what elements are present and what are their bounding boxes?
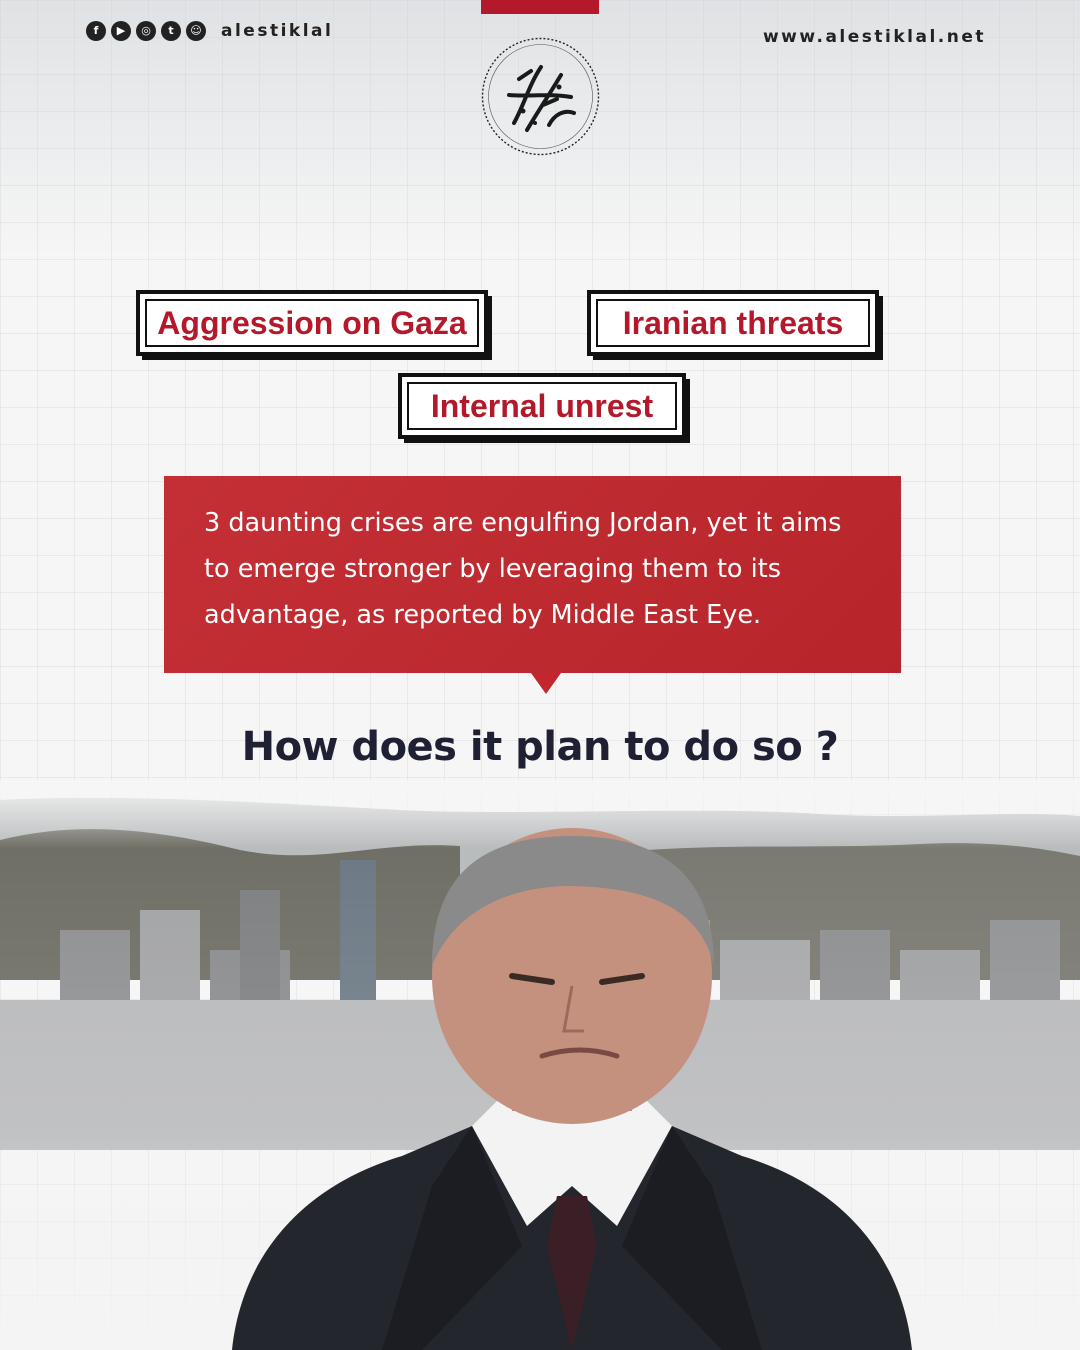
tag-iranian-threats (587, 290, 879, 356)
tag-aggression-on-gaza (136, 290, 488, 356)
social-links (86, 21, 333, 41)
twitter-icon[interactable]: t (161, 21, 181, 41)
social-handle[interactable]: alestiklal (221, 21, 334, 41)
snapchat-icon[interactable]: ☺ (186, 21, 206, 41)
website-link[interactable]: www.alestiklal.net (762, 27, 986, 47)
youtube-icon[interactable]: ▶ (111, 21, 131, 41)
facebook-icon[interactable]: f (86, 21, 106, 41)
quote-pointer (531, 673, 561, 694)
alestiklal-logo (479, 35, 602, 158)
quote-box (164, 476, 901, 673)
quote-text: 3 daunting crises are engulfing Jordan, yet it aims to emerge stronger by leveraging them to its advantage, as reported by Middle East Eye. (204, 508, 842, 630)
person-portrait-image (222, 826, 922, 1350)
tag-label: Iranian threats (622, 304, 844, 341)
top-accent-bar (481, 0, 599, 14)
instagram-icon[interactable]: ◎ (136, 21, 156, 41)
tag-label: Aggression on Gaza (157, 304, 467, 341)
headline-question: How does it plan to do so ? (241, 724, 839, 770)
tag-internal-unrest (398, 373, 686, 439)
tag-label: Internal unrest (430, 387, 654, 424)
